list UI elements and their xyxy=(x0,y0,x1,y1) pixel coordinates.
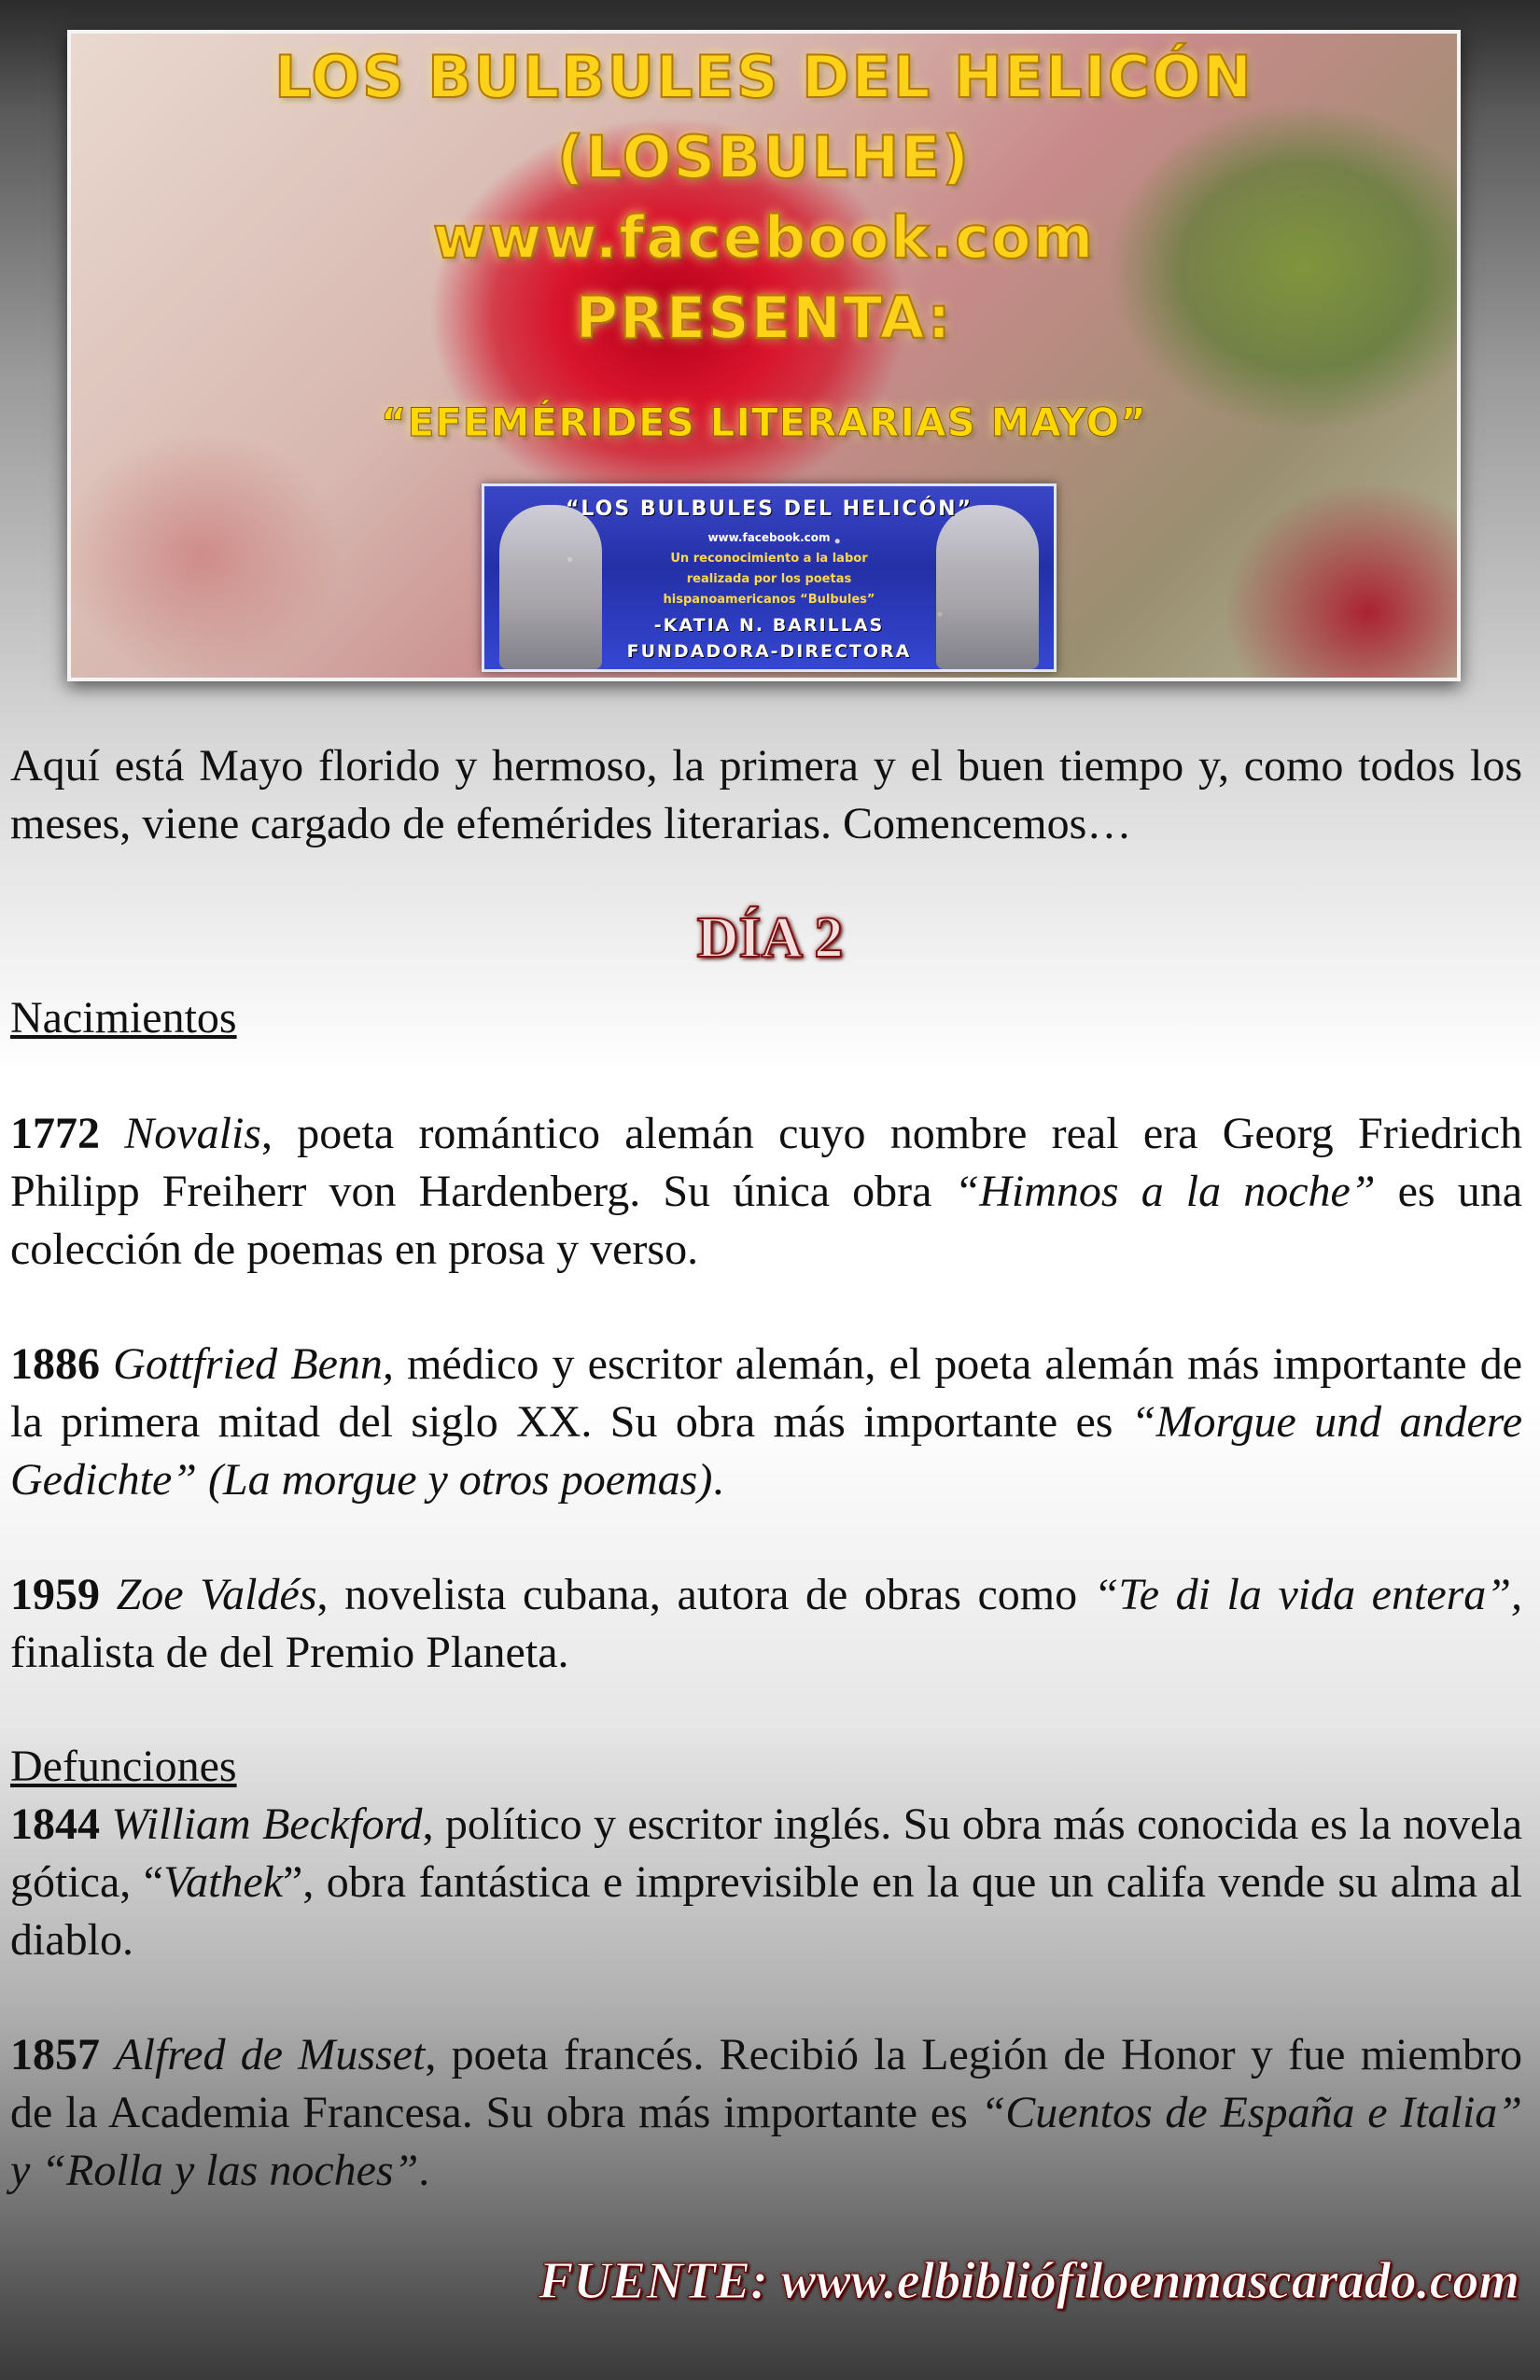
banner-series-title: “EFEMÉRIDES LITERARIAS MAYO” xyxy=(381,399,1147,445)
entry-year: 1772 xyxy=(10,1109,100,1158)
entry-text: ”, obra fantástica e imprevisible en la que un califa vende su alma al diablo. xyxy=(10,1857,1522,1965)
entry-work: “Cuentos de España e Italia” y “Rolla y las noches” xyxy=(10,2088,1523,2195)
entry-author: Zoe Valdés xyxy=(116,1570,317,1619)
badge-text-line: Un reconocimiento a la labor xyxy=(670,552,868,566)
entry-text: . xyxy=(418,2146,430,2195)
entry-text: , novelista cubana, autora de obras como xyxy=(316,1570,1094,1619)
births-heading: Nacimientos xyxy=(10,993,237,1043)
entry-author: Alfred de Musset xyxy=(115,2030,426,2079)
badge-site: www.facebook.com xyxy=(707,531,831,544)
birth-entry xyxy=(10,1566,1522,1682)
entry-text: finalista de del Premio Planeta. xyxy=(10,1628,569,1677)
badge-text-line: hispanoamericanos “Bulbules” xyxy=(663,593,875,607)
banner-website: www.facebook.com xyxy=(432,203,1096,272)
death-entry xyxy=(10,2026,1522,2200)
entry-text: . xyxy=(712,1455,724,1505)
entry-text: es una colección de poemas en prosa y verso. xyxy=(10,1167,1523,1274)
entry-work: “Himnos a la noche” xyxy=(954,1167,1376,1216)
entry-work: “Morgue und andere Gedichte” (La morgue y otros poemas) xyxy=(10,1397,1523,1505)
banner-title: LOS BULBULES DEL HELICÓN xyxy=(274,43,1253,111)
badge-title: “LOS BULBULES DEL HELICÓN” xyxy=(565,497,973,521)
entry-year: 1844 xyxy=(10,1799,100,1849)
badge-founder: -KATIA N. BARILLAS xyxy=(653,615,885,636)
banner-subtitle: (LOSBULHE) xyxy=(557,123,971,191)
header-banner xyxy=(67,30,1461,681)
birth-entry xyxy=(10,1336,1522,1509)
entry-work: “Te di la vida entera”, xyxy=(1093,1570,1523,1619)
entry-year: 1959 xyxy=(10,1570,100,1619)
entry-year: 1857 xyxy=(10,2030,100,2079)
entry-year: 1886 xyxy=(10,1339,100,1389)
entry-author: Novalis xyxy=(124,1109,261,1158)
badge-role: FUNDADORA-DIRECTORA xyxy=(626,641,912,662)
entry-text: , poeta romántico alemán cuyo nombre real era Georg Friedrich Philipp Freiherr von Hardenberg. Su única obra xyxy=(10,1109,1523,1216)
entry-author: William Beckford xyxy=(111,1799,423,1849)
entry-text: , poeta francés. Recibió la Legión de Honor y fue miembro de la Academia Francesa. Su obra más importante es xyxy=(10,2030,1523,2137)
entry-work: Vathek xyxy=(163,1857,284,1907)
entry-text: , político y escritor inglés. Su obra más conocida es la novela gótica, “ xyxy=(10,1799,1523,1907)
birth-entry xyxy=(10,1105,1522,1279)
source-credit: FUENTE: www.elbibliófiloenmascarado.com xyxy=(538,2252,1519,2310)
group-logo-badge xyxy=(482,483,1057,672)
banner-presents: PRESENTA: xyxy=(575,284,953,352)
badge-text-line: realizada por los poetas xyxy=(686,572,852,586)
entry-text: médico y escritor alemán, el poeta alemán más importante de la primera mitad del siglo XX. Su obra más importante es xyxy=(10,1339,1523,1447)
deaths-heading: Defunciones xyxy=(10,1742,237,1791)
day-heading: DÍA 2 xyxy=(696,906,844,970)
intro-paragraph: Aquí está Mayo florido y hermoso, la primera y el buen tiempo y, como todos los meses, viene cargado de efemérides literarias. Comencemos… xyxy=(10,741,1522,848)
entry-author: Gottfried Benn, xyxy=(113,1339,394,1389)
death-entry xyxy=(10,1796,1522,1969)
